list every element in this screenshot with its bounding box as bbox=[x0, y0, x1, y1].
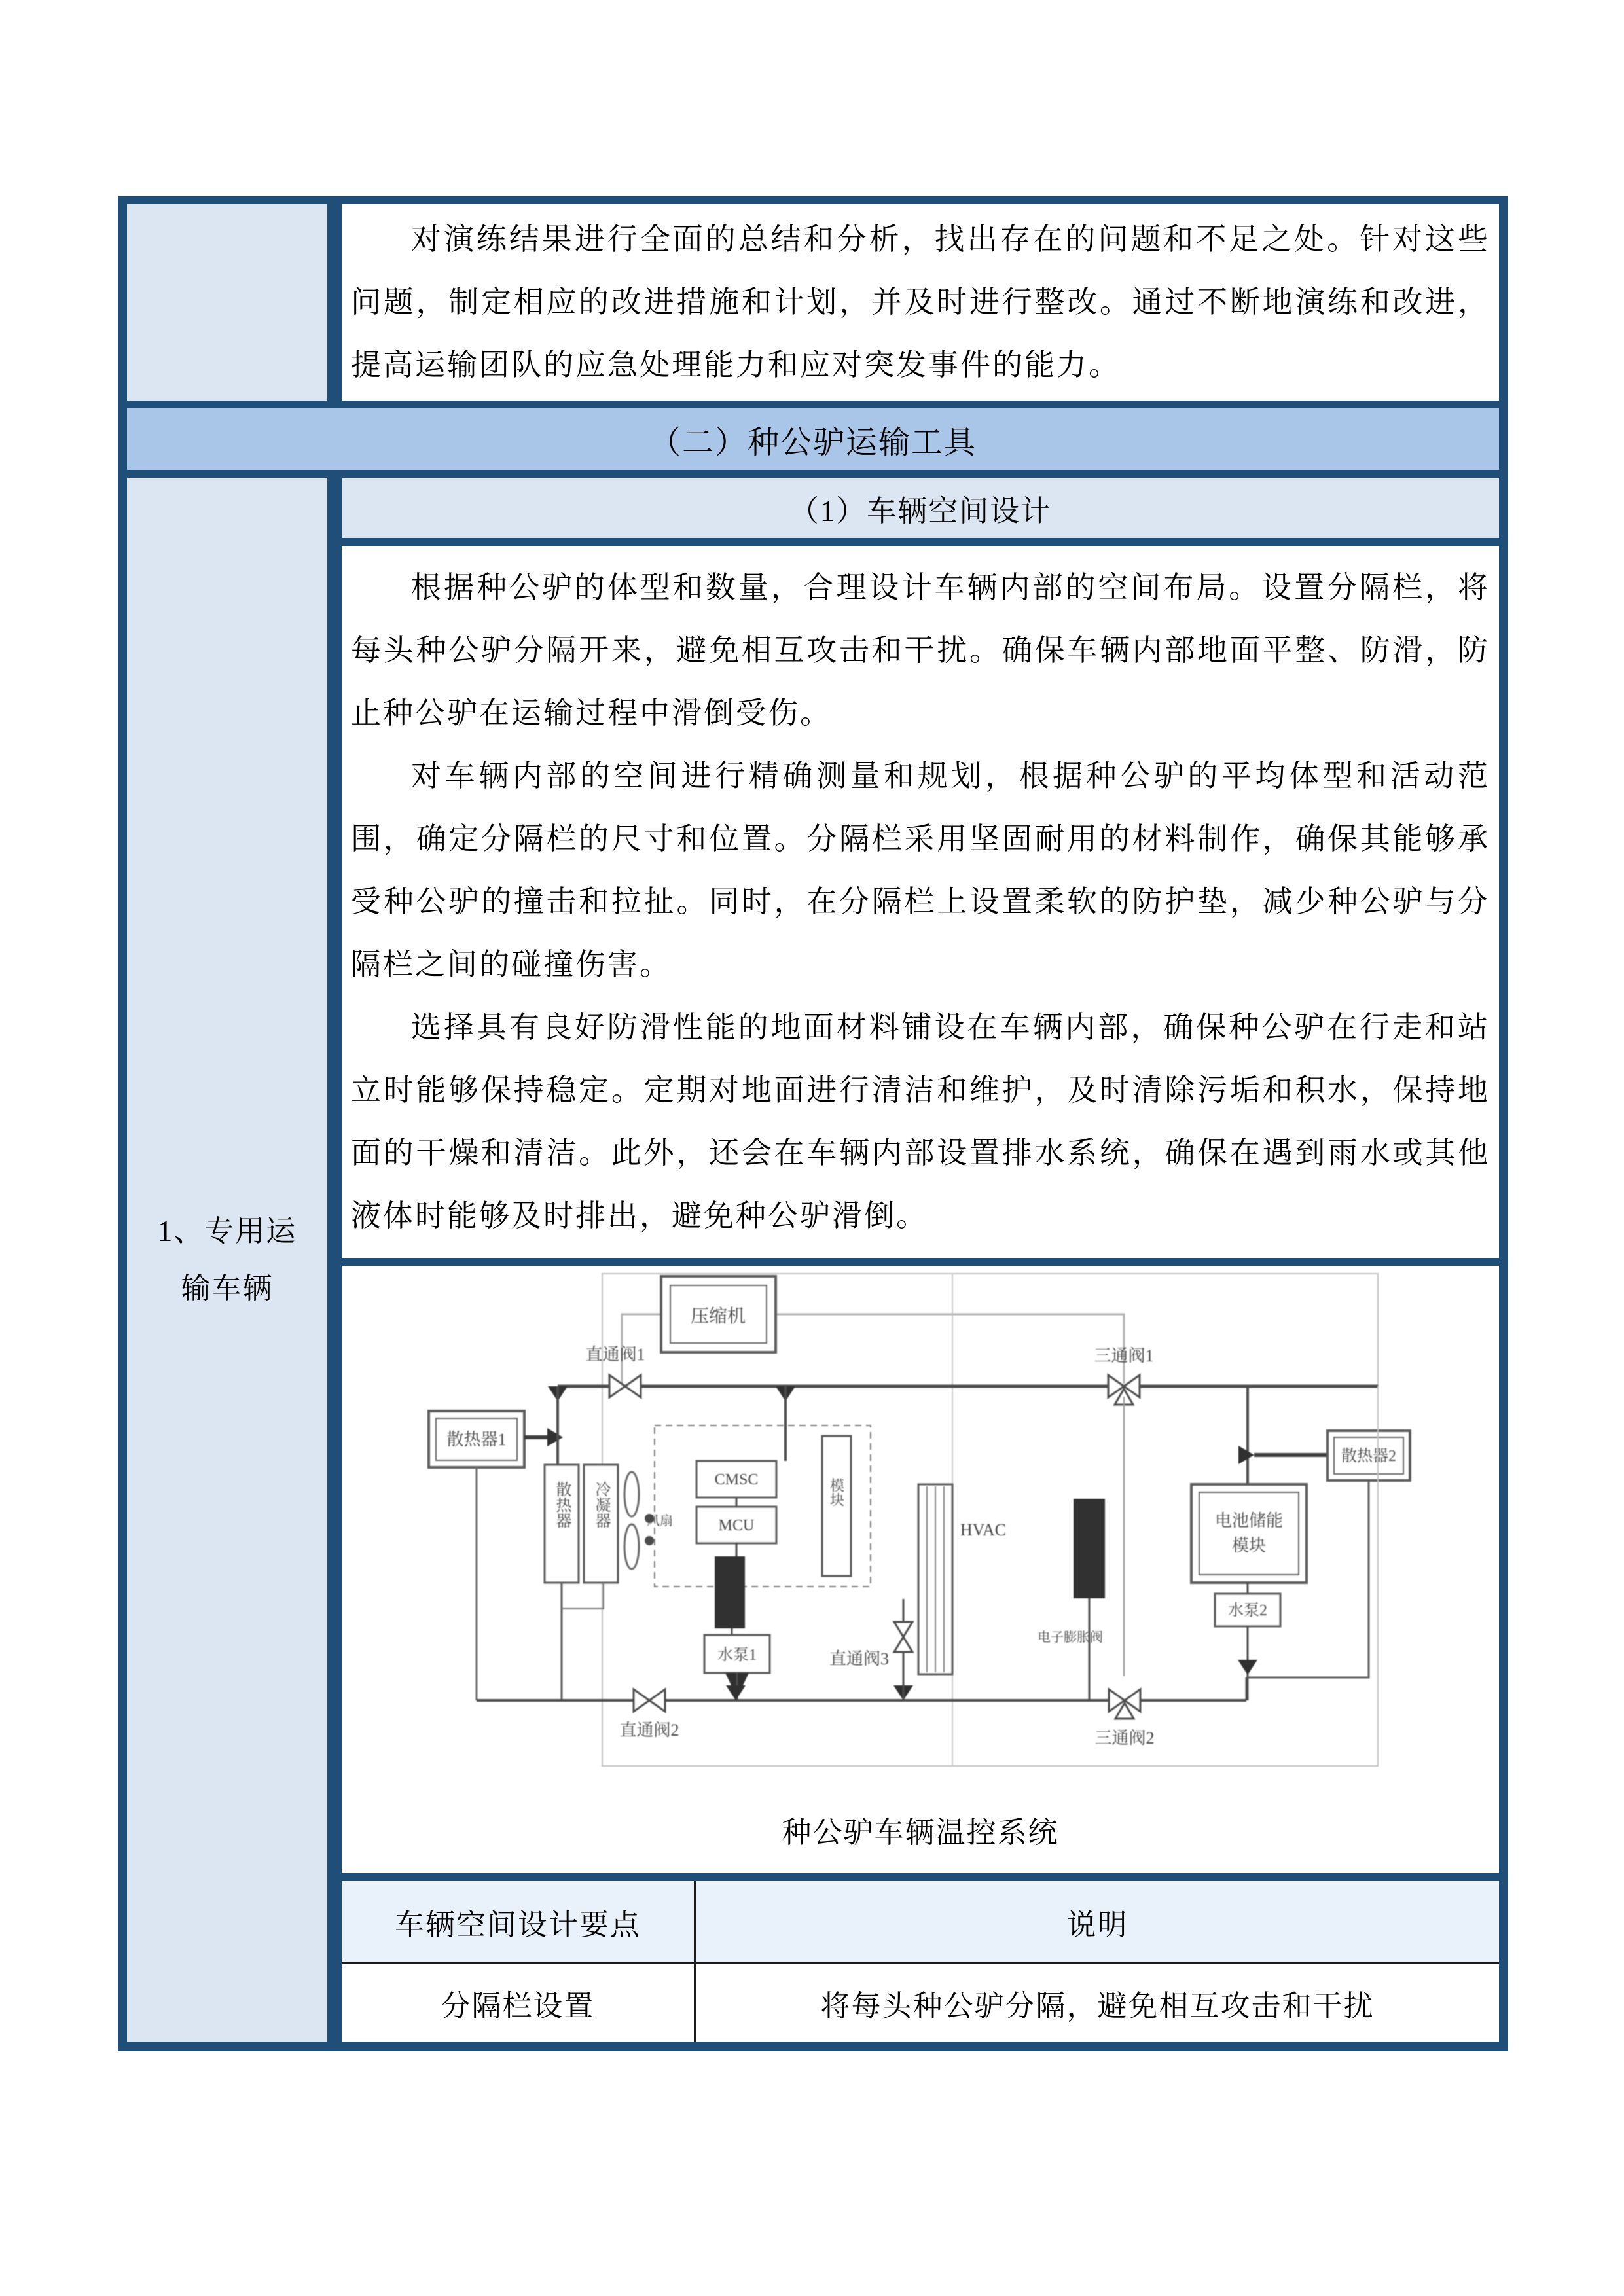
diagram-label: 直通阀2 bbox=[619, 1721, 679, 1740]
spec-table-header-desc: 说明 bbox=[696, 1881, 1499, 1962]
figure-caption: 种公驴车辆温控系统 bbox=[782, 1816, 1059, 1849]
sidebar-cell-main bbox=[127, 478, 327, 2042]
radiator2-box bbox=[1327, 1431, 1410, 1480]
sidebar-cell-empty bbox=[127, 204, 327, 401]
diagram-label: 风扇 bbox=[647, 1514, 673, 1528]
diagram-label: HVAC bbox=[960, 1520, 1007, 1539]
diagram-label: 电子膨胀阀 bbox=[1038, 1630, 1103, 1645]
hvac-core-box bbox=[918, 1484, 952, 1674]
spec-table-cell-item: 分隔栏设置 bbox=[342, 1964, 694, 2042]
radiator1-box bbox=[429, 1411, 524, 1467]
pump1-box bbox=[704, 1635, 770, 1673]
row1-text-cell bbox=[342, 204, 1499, 401]
diagram-label: 直通阀1 bbox=[585, 1345, 645, 1364]
spec-table-vertical-divider bbox=[694, 1881, 696, 2042]
motor-bar bbox=[715, 1556, 745, 1628]
diagram-label: 电池储能 bbox=[1214, 1511, 1284, 1530]
straight-valve-2-icon bbox=[634, 1689, 665, 1712]
spec-table-header-item: 车辆空间设计要点 bbox=[342, 1881, 694, 1962]
battery-module-box bbox=[1191, 1484, 1307, 1583]
paragraph-1: 根据种公驴的体型和数量，合理设计车辆内部的空间布局。设置分隔栏，将每头种公驴分隔开来，避免相互攻击和干扰。确保车辆内部地面平整、防滑，防止种公驴在运输过程中滑倒受伤。 bbox=[351, 571, 1490, 730]
diagram-label: 散热器 bbox=[553, 1481, 570, 1528]
spec-table-horizontal-divider bbox=[342, 1962, 1499, 1964]
radiator-core-box bbox=[545, 1465, 579, 1583]
three-way-valve-2-icon bbox=[1109, 1689, 1140, 1719]
diagram-label: 直通阀3 bbox=[829, 1649, 889, 1668]
thermal-diagram-image bbox=[419, 1268, 1414, 1800]
diagram-label: 水泵1 bbox=[717, 1647, 757, 1664]
diagram-label: MCU bbox=[718, 1517, 755, 1534]
straight-valve-1-icon bbox=[609, 1375, 641, 1397]
body-text-cell bbox=[342, 546, 1499, 1258]
diagram-label: 三通阀1 bbox=[1094, 1346, 1154, 1365]
diagram-label: 水泵2 bbox=[1228, 1602, 1267, 1619]
module-narrow-box bbox=[822, 1436, 851, 1576]
condenser-box bbox=[584, 1465, 618, 1583]
figure-cell bbox=[342, 1266, 1499, 1873]
diagram-label: 散热器1 bbox=[446, 1430, 507, 1449]
diagram-label: 冷凝器 bbox=[592, 1481, 609, 1528]
spec-table-cell-desc: 将每头种公驴分隔，避免相互攻击和干扰 bbox=[696, 1964, 1499, 2042]
diagram-label: 三通阀2 bbox=[1094, 1729, 1155, 1748]
mcu-box bbox=[696, 1507, 776, 1543]
subsection-header: （1）车辆空间设计 bbox=[342, 478, 1499, 538]
diagram-label: 模块 bbox=[1231, 1536, 1267, 1555]
row1-paragraph: 对演练结果进行全面的总结和分析，找出存在的问题和不足之处。针对这些问题，制定相应的改进措施和计划，并及时进行整改。通过不断地演练和改进，提高运输团队的应急处理能力和应对突发事件的能力。 bbox=[351, 223, 1490, 382]
diagram-label: 压缩机 bbox=[690, 1306, 746, 1327]
cmsc-box bbox=[696, 1461, 776, 1498]
straight-valve-3-icon bbox=[894, 1622, 912, 1652]
document-table bbox=[118, 196, 1508, 2051]
paragraph-3: 选择具有良好防滑性能的地面材料铺设在车辆内部，确保种公驴在行走和站立时能够保持稳定。定期对地面进行清洁和维护，及时清除污垢和积水，保持地面的干燥和清洁。此外，还会在车辆内部设置排水系统，确保在遇到雨水或其他液体时能够及时排出，避免种公驴滑倒。 bbox=[351, 1011, 1490, 1232]
diagram-label: 模块 bbox=[828, 1478, 845, 1507]
pump2-box bbox=[1215, 1594, 1280, 1626]
section-header: （二）种公驴运输工具 bbox=[127, 408, 1499, 470]
thermal-system-diagram bbox=[419, 1268, 1414, 1800]
compressor-box bbox=[661, 1276, 776, 1352]
diagram-label: CMSC bbox=[714, 1471, 759, 1488]
heater-bar bbox=[1074, 1499, 1105, 1598]
diagram-label: 散热器2 bbox=[1341, 1448, 1396, 1465]
paragraph-2: 对车辆内部的空间进行精确测量和规划，根据种公驴的平均体型和活动范围，确定分隔栏的尺寸和位置。分隔栏采用坚固耐用的材料制作，确保其能够承受种公驴的撞击和拉扯。同时，在分隔栏上设置柔软的防护垫，减少种公驴与分隔栏之间的碰撞伤害。 bbox=[351, 759, 1490, 981]
sidebar-label: 1、专用运输车辆 bbox=[157, 1215, 297, 1305]
